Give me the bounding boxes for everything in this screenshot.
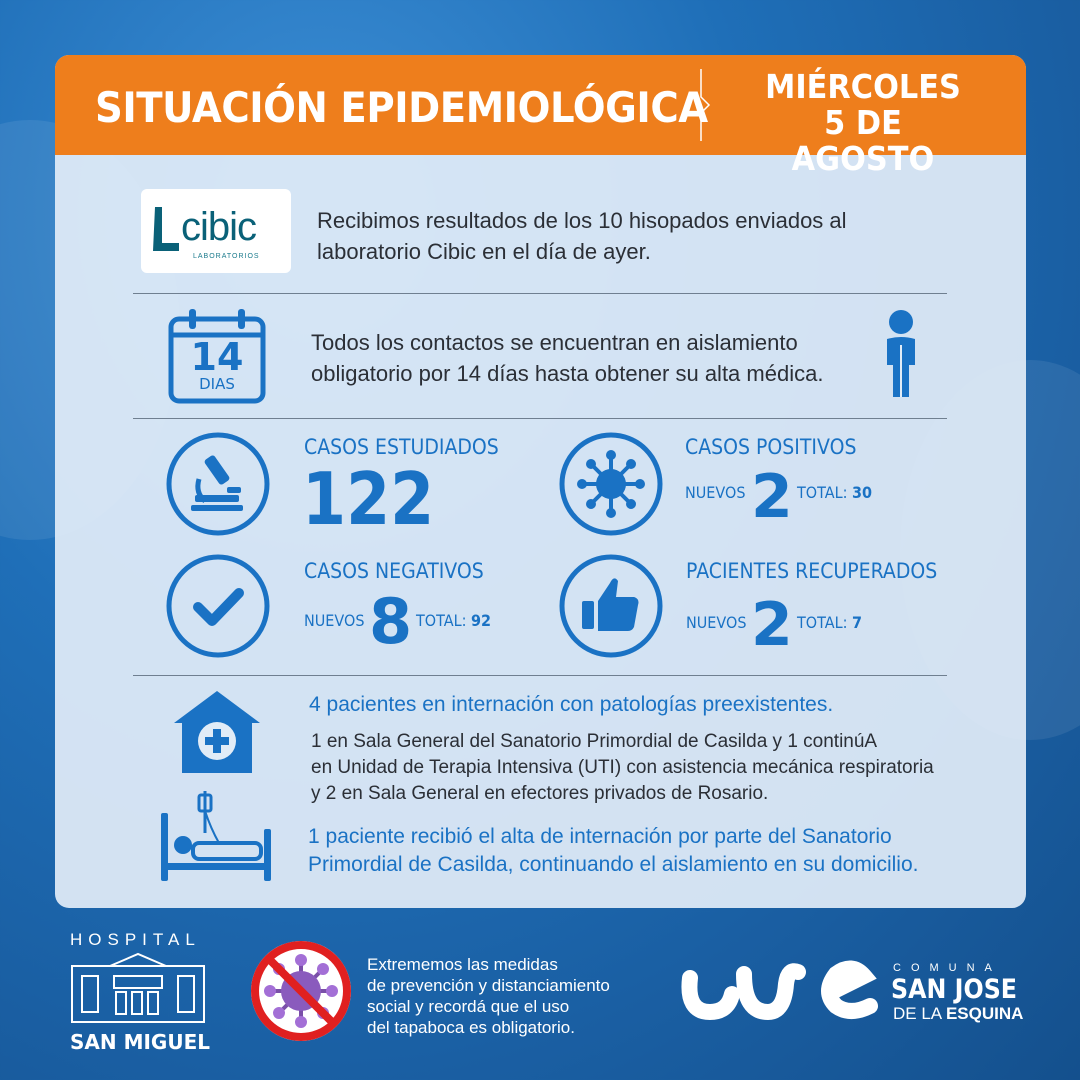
prevention-advice-line: de prevención y distanciamiento [367, 976, 610, 995]
checkmark-icon [165, 553, 271, 659]
calendar-label: DIAS [199, 375, 235, 393]
prevention-advice-line: social y recordá que el uso [367, 997, 570, 1016]
isolation-message [311, 327, 823, 389]
cibic-logo-text: cibic [181, 205, 257, 249]
divider [133, 418, 947, 419]
hospital-facade-icon [70, 952, 206, 1024]
hospitalization-detail-line: y 2 en Sala General en efectores privados de Rosario. [311, 783, 769, 804]
studied-label: CASOS ESTUDIADOS [304, 435, 499, 459]
prevention-advice-line: Extrememos las medidas [367, 955, 558, 974]
comuna-label: COMUNA [893, 962, 1002, 974]
date-weekday: MIÉRCOLES [765, 67, 961, 106]
prevention-advice-line: del tapaboca es obligatorio. [367, 1018, 575, 1037]
isolation-message-line: Todos los contactos se encuentran en aislamiento [311, 330, 798, 355]
hospitalization-detail-line: 1 en Sala General del Sanatorio Primordial de Casilda y 1 continúA [311, 731, 878, 752]
cibic-message [317, 205, 847, 267]
recovered-new-label: NUEVOS [686, 613, 747, 632]
hospitalization-headline: 4 pacientes en internación con patologías preexistentes. [309, 693, 834, 716]
divider [133, 675, 947, 676]
cibic-logo-subtitle: LABORATORIOS [193, 253, 260, 260]
chevron-separator-icon [700, 69, 714, 141]
hospital-name: SAN MIGUEL [70, 1030, 210, 1054]
isolation-message-line: obligatorio por 14 días hasta obtener su alta médica. [311, 361, 824, 386]
no-virus-icon [248, 938, 354, 1044]
positive-label: CASOS POSITIVOS [685, 435, 857, 459]
cibic-message-line: laboratorio Cibic en el día de ayer. [317, 239, 651, 264]
comuna-logo-mark-icon [680, 954, 880, 1026]
comuna-subtitle-bold: ESQUINA [945, 1004, 1024, 1023]
recovered-new-value: 2 [751, 590, 793, 660]
hospital-title: HOSPITAL [70, 930, 201, 949]
positive-total-label: TOTAL: [797, 483, 848, 502]
hospital-bed-icon [159, 789, 275, 883]
info-card [55, 55, 1026, 908]
virus-icon [558, 431, 664, 537]
date-label [753, 69, 974, 177]
microscope-icon [165, 431, 271, 537]
hospitalization-detail [311, 729, 934, 807]
comuna-name: SAN JOSE [891, 974, 1018, 1005]
page-title: SITUACIÓN EPIDEMIOLÓGICA [95, 83, 708, 132]
positive-total-value: 30 [852, 483, 873, 502]
recovered-total-value: 7 [852, 613, 863, 632]
cibic-mark-icon [151, 207, 181, 251]
cibic-message-line: Recibimos resultados de los 10 hisopados enviados al [317, 208, 847, 233]
negative-total-label: TOTAL: [416, 611, 467, 630]
person-icon [881, 309, 921, 399]
divider [133, 293, 947, 294]
cibic-logo [141, 189, 291, 273]
discharge-message [308, 823, 919, 879]
comuna-subtitle [893, 1004, 1023, 1024]
hospitalization-detail-line: en Unidad de Terapia Intensiva (UTI) con asistencia mecánica respiratoria [311, 757, 934, 778]
calendar-number: 14 [190, 335, 244, 379]
thumbs-up-icon [558, 553, 664, 659]
header-bar [55, 55, 1026, 178]
prevention-advice [367, 954, 610, 1038]
positive-new-label: NUEVOS [685, 483, 746, 502]
recovered-label: PACIENTES RECUPERADOS [686, 559, 938, 583]
discharge-message-line: 1 paciente recibió el alta de internación por parte del Sanatorio [308, 825, 892, 848]
discharge-message-line: Primordial de Casilda, continuando el aislamiento en su domicilio. [308, 853, 919, 876]
negative-label: CASOS NEGATIVOS [304, 559, 484, 583]
hospital-building-icon [170, 687, 264, 775]
comuna-subtitle-light: DE LA [893, 1004, 942, 1023]
positive-new-value: 2 [751, 462, 793, 532]
recovered-total-label: TOTAL: [797, 613, 848, 632]
studied-value: 122 [302, 457, 435, 541]
negative-total-value: 92 [471, 611, 492, 630]
negative-new-label: NUEVOS [304, 611, 365, 630]
date-day: 5 DE AGOSTO [791, 103, 935, 178]
calendar-icon [167, 309, 267, 405]
negative-new-value: 8 [369, 585, 413, 658]
